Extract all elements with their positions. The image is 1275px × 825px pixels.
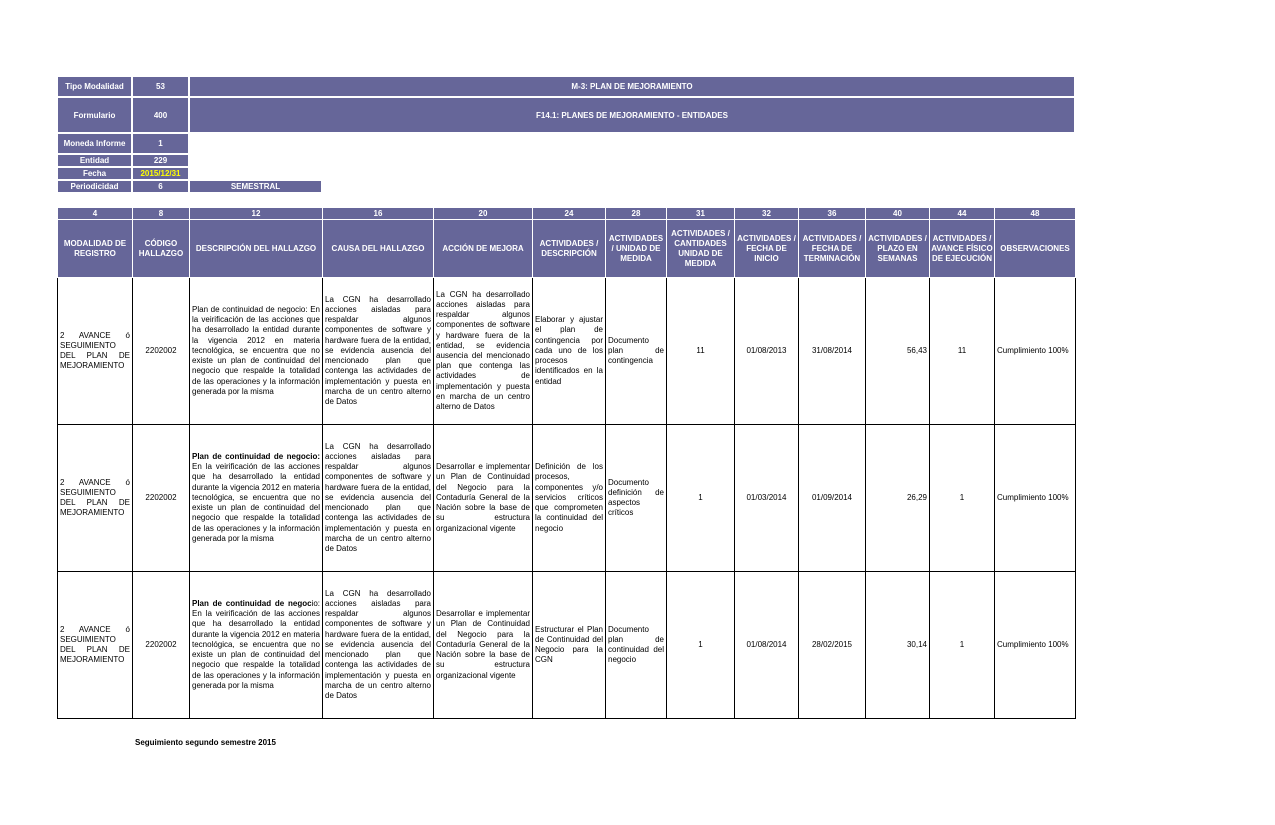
- cell-codigo: 2202002: [133, 425, 190, 572]
- col-num: 31: [667, 208, 735, 220]
- cell-fecha-inicio: 01/03/2014: [735, 425, 799, 572]
- plan-mejoramiento-table: [57, 207, 1076, 719]
- header-unidad: ACTIVIDADES / UNIDAD DE MEDIDA: [606, 220, 667, 278]
- cell-fecha-fin: 31/08/2014: [799, 278, 866, 425]
- cell-unidad: Documento definición de aspectos críticos: [606, 425, 667, 572]
- table-row: [58, 425, 1076, 572]
- report-title: M-3: PLAN DE MEJORAMIENTO: [189, 76, 1075, 97]
- header-fecha-fin: ACTIVIDADES / FECHA DE TERMINACIÓN: [799, 220, 866, 278]
- cell-cantidad: 1: [667, 572, 735, 719]
- col-num: 20: [434, 208, 533, 220]
- moneda-value: 1: [132, 133, 189, 154]
- col-num: 16: [323, 208, 434, 220]
- cell-actividades: Elaborar y ajustar el plan de contingencia por cada uno de los procesos identificados en la entidad: [533, 278, 606, 425]
- cell-codigo: 2202002: [133, 278, 190, 425]
- cell-avance: 11: [930, 278, 995, 425]
- cell-unidad: Documento plan de continuidad del negocio: [606, 572, 667, 719]
- cell-modalidad: 2 AVANCE ó SEGUIMIENTO DEL PLAN DE MEJORAMIENTO: [58, 278, 133, 425]
- table-row: [58, 278, 1076, 425]
- header-causa: CAUSA DEL HALLAZGO: [323, 220, 434, 278]
- cell-cantidad: 1: [667, 425, 735, 572]
- header-observaciones: OBSERVACIONES: [995, 220, 1076, 278]
- periodicidad-text: SEMESTRAL: [189, 180, 322, 193]
- header-cantidad: ACTIVIDADES / CANTIDADES UNIDAD DE MEDIDA: [667, 220, 735, 278]
- header-descripcion: DESCRIPCIÓN DEL HALLAZGO: [190, 220, 323, 278]
- cell-accion: La CGN ha desarrollado acciones aisladas para respaldar algunos componentes de software y hardware fuera de la entidad, se evidencia ausencia del mencionado plan que contenga las actividades de implementación y puesta en marcha de un centro alterno de Datos: [434, 278, 533, 425]
- cell-modalidad: 2 AVANCE ó SEGUIMIENTO DEL PLAN DE MEJORAMIENTO: [58, 425, 133, 572]
- col-num: 12: [190, 208, 323, 220]
- descripcion-text: io: En la veirificación de las acciones que ha desarrollado la entidad durante la vigencia 2012 en materia tecnológica, se encuentra que no existe un plan de continuidad del negocio que respalde la totalidad de las operaciones y la información generada por la misma: [192, 599, 320, 690]
- cell-unidad: Documento plan de contingencia: [606, 278, 667, 425]
- cell-plazo: 30,14: [866, 572, 930, 719]
- cell-avance: 1: [930, 425, 995, 572]
- fecha-value: 2015/12/31: [132, 167, 189, 180]
- cell-fecha-fin: 01/09/2014: [799, 425, 866, 572]
- descripcion-text: Plan de continuidad de negocio: En la veirificación de las acciones que ha desarrollado la entidad durante la vigencia 2012 en materia tecnológica, se encuentra que no existe un plan de continuidad del negocio que respalde la totalidad de las operaciones y la información generada por la misma: [192, 305, 320, 396]
- col-num: 48: [995, 208, 1076, 220]
- header-accion: ACCIÓN DE MEJORA: [434, 220, 533, 278]
- report-subtitle: F14.1: PLANES DE MEJORAMIENTO - ENTIDADES: [189, 97, 1075, 133]
- header-avance: ACTIVIDADES / AVANCE FÍSICO DE EJECUCIÓN: [930, 220, 995, 278]
- moneda-label: Moneda Informe: [57, 133, 132, 154]
- cell-descripcion: [190, 278, 323, 425]
- cell-causa: La CGN ha desarrollado acciones aisladas para respaldar algunos componentes de software y hardware fuera de la entidad, se evidencia ausencia del mencionado plan que contenga las actividades de implementación y puesta en marcha de un centro alterno de Datos: [323, 572, 434, 719]
- entidad-label: Entidad: [57, 154, 132, 167]
- table-row: [58, 572, 1076, 719]
- cell-plazo: 56,43: [866, 278, 930, 425]
- tipo-modalidad-value: 53: [132, 76, 189, 97]
- descripcion-bold: Plan de continuidad de negocio:: [192, 452, 320, 462]
- cell-fecha-fin: 28/02/2015: [799, 572, 866, 719]
- header-actividades: ACTIVIDADES / DESCRIPCIÓN: [533, 220, 606, 278]
- tipo-modalidad-label: Tipo Modalidad: [57, 76, 132, 97]
- col-num: 44: [930, 208, 995, 220]
- col-num: 24: [533, 208, 606, 220]
- footer-note: Seguimiento segundo semestre 2015: [135, 738, 276, 747]
- entidad-value: 229: [132, 154, 189, 167]
- cell-causa: La CGN ha desarrollado acciones aisladas para respaldar algunos componentes de software y hardware fuera de la entidad, se evidencia ausencia del mencionado plan que contenga las actividades de implementación y puesta en marcha de un centro alterno de Datos: [323, 278, 434, 425]
- col-num: 40: [866, 208, 930, 220]
- cell-actividades: Estructurar el Plan de Continuidad del Negocio para la CGN: [533, 572, 606, 719]
- column-header-row: [58, 220, 1076, 278]
- cell-modalidad: 2 AVANCE ó SEGUIMIENTO DEL PLAN DE MEJORAMIENTO: [58, 572, 133, 719]
- cell-observaciones: Cumplimiento 100%: [995, 425, 1076, 572]
- cell-cantidad: 11: [667, 278, 735, 425]
- cell-fecha-inicio: 01/08/2014: [735, 572, 799, 719]
- cell-observaciones: Cumplimiento 100%: [995, 572, 1076, 719]
- periodicidad-label: Periodicidad: [57, 180, 132, 193]
- cell-descripcion: [190, 572, 323, 719]
- col-num: 36: [799, 208, 866, 220]
- cell-causa: La CGN ha desarrollado acciones aisladas para respaldar algunos componentes de software y hardware fuera de la entidad, se evidencia ausencia del mencionado plan que contenga las actividades de implementación y puesta en marcha de un centro alterno de Datos: [323, 425, 434, 572]
- cell-observaciones: Cumplimiento 100%: [995, 278, 1076, 425]
- col-num: 32: [735, 208, 799, 220]
- fecha-label: Fecha: [57, 167, 132, 180]
- col-num: 8: [133, 208, 190, 220]
- cell-codigo: 2202002: [133, 572, 190, 719]
- cell-accion: Desarrollar e implementar un Plan de Continuidad del Negocio para la Contaduría General de la Nación sobre la base de su estructura organizacional vigente: [434, 425, 533, 572]
- cell-fecha-inicio: 01/08/2013: [735, 278, 799, 425]
- descripcion-bold: Plan de continuidad de negoc: [192, 599, 312, 609]
- header-modalidad: MODALIDAD DE REGISTRO: [58, 220, 133, 278]
- col-num: 28: [606, 208, 667, 220]
- formulario-label: Formulario: [57, 97, 132, 133]
- cell-descripcion: [190, 425, 323, 572]
- col-num: 4: [58, 208, 133, 220]
- descripcion-text: En la veirificación de las acciones que ha desarrollado la entidad durante la vigencia 2012 en materia tecnológica, se encuentra que no existe un plan de continuidad del negocio que respalde la totalidad de las operaciones y la información generada por la misma: [192, 462, 320, 543]
- header-fecha-inicio: ACTIVIDADES / FECHA DE INICIO: [735, 220, 799, 278]
- cell-avance: 1: [930, 572, 995, 719]
- periodicidad-value: 6: [132, 180, 189, 193]
- column-number-row: [58, 208, 1076, 220]
- header-codigo: CÓDIGO HALLAZGO: [133, 220, 190, 278]
- cell-plazo: 26,29: [866, 425, 930, 572]
- header-plazo: ACTIVIDADES / PLAZO EN SEMANAS: [866, 220, 930, 278]
- cell-accion: Desarrollar e implementar un Plan de Continuidad del Negocio para la Contaduría General de la Nación sobre la base de su estructura organizacional vigente: [434, 572, 533, 719]
- formulario-value: 400: [132, 97, 189, 133]
- cell-actividades: Definición de los procesos, componentes y/o servicios críticos que comprometen la continuidad del negocio: [533, 425, 606, 572]
